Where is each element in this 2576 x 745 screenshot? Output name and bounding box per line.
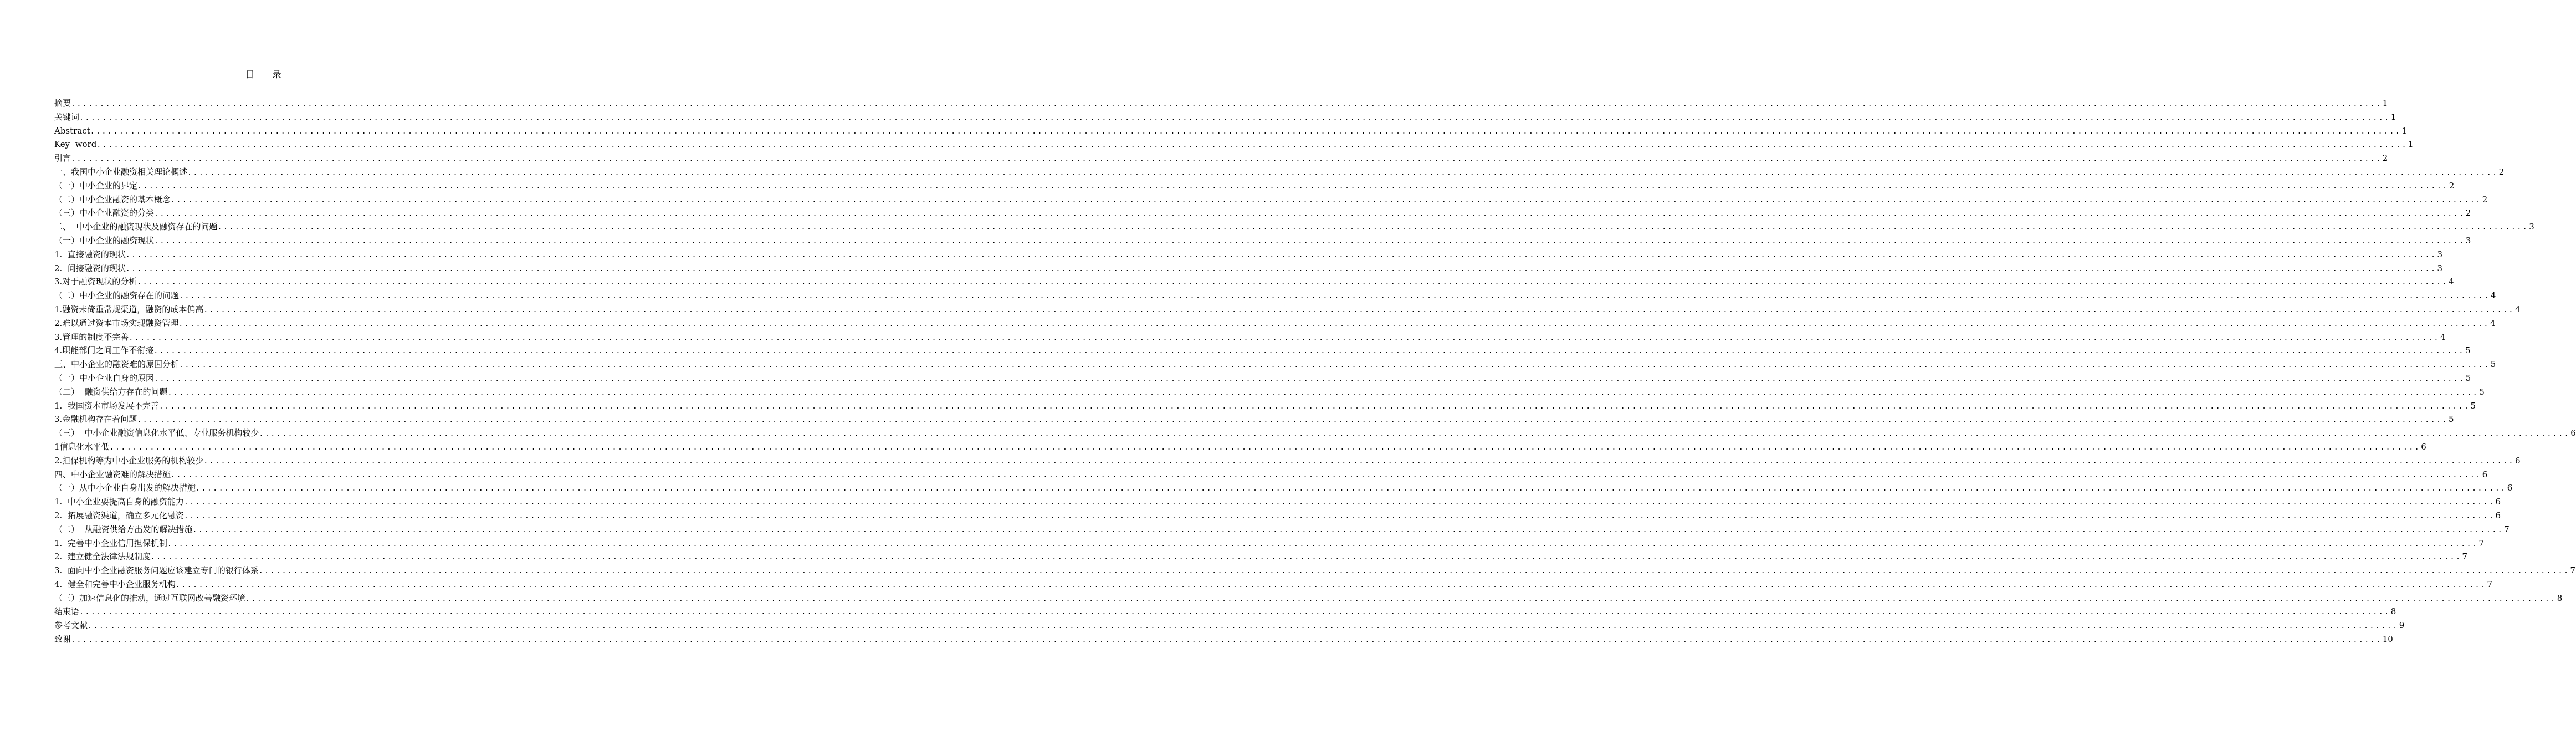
toc-entry-label: 2. 间接融资的现状 (54, 263, 126, 273)
toc-entry (54, 509, 2501, 523)
toc-entry-page: 7 (2487, 579, 2493, 589)
toc-entry-label: 结束语 (54, 606, 80, 617)
toc-entry (54, 537, 2485, 550)
toc-leader-dots: ................................................................................................................................................................................................................................................................................................................................................................................................................ (183, 498, 2495, 507)
toc-leader-dots: ................................................................................................................................................................................................................................................................................................................................................................................................................ (259, 430, 2570, 438)
toc-entry-page: 2 (2498, 166, 2505, 177)
toc-entry (54, 550, 2468, 564)
toc-leader-dots: ................................................................................................................................................................................................................................................................................................................................................................................................................ (71, 636, 2382, 645)
toc-entry (54, 124, 2407, 138)
toc-leader-dots: ................................................................................................................................................................................................................................................................................................................................................................................................................ (79, 113, 2390, 122)
toc-leader-dots: ................................................................................................................................................................................................................................................................................................................................................................................................................ (245, 594, 2557, 603)
toc-entry-label: 三、中小企业的融资难的原因分析 (54, 359, 180, 370)
toc-entry-page: 4 (2490, 290, 2496, 301)
toc-entry-page: 2 (2465, 208, 2471, 218)
toc-entry-label: 3.金融机构存在着问题 (54, 414, 137, 425)
toc-entry-page: 5 (2448, 414, 2454, 425)
toc-title: 目 录 (245, 69, 289, 80)
toc-leader-dots: ................................................................................................................................................................................................................................................................................................................................................................................................................ (154, 210, 2465, 218)
toc-entry-page: 9 (2399, 620, 2405, 631)
toc-entry (54, 289, 2496, 303)
toc-entry (54, 234, 2471, 248)
toc-leader-dots: ................................................................................................................................................................................................................................................................................................................................................................................................................ (203, 305, 2514, 314)
table-of-contents (54, 96, 2576, 646)
toc-entry-page: 4 (2448, 277, 2454, 287)
toc-entry-label: （一）中小企业自身的原因 (54, 372, 155, 383)
toc-entry-page: 6 (2482, 469, 2488, 479)
toc-leader-dots: ................................................................................................................................................................................................................................................................................................................................................................................................................ (125, 251, 2437, 259)
toc-entry-label: （三）加速信息化的推动，通过互联网改善融资环境 (54, 593, 246, 603)
toc-entry-page: 6 (2495, 510, 2501, 521)
toc-entry-label: 3.对于融资现状的分析 (54, 277, 137, 287)
toc-entry-page: 6 (2421, 441, 2426, 452)
toc-leader-dots: ................................................................................................................................................................................................................................................................................................................................................................................................................ (167, 539, 2478, 548)
toc-entry-label: 参考文献 (54, 620, 88, 631)
toc-entry-page: 1 (2382, 98, 2388, 108)
toc-entry-page: 5 (2470, 400, 2476, 411)
toc-leader-dots: ................................................................................................................................................................................................................................................................................................................................................................................................................ (178, 319, 2490, 328)
toc-entry-label: （一）从中小企业自身出发的解决措施 (54, 483, 196, 493)
toc-entry-label: （二） 从融资供给方出发的解决措施 (54, 524, 193, 534)
toc-entry-page: 5 (2490, 359, 2496, 370)
toc-entry-label: Abstract (54, 125, 90, 136)
toc-entry-page: 5 (2465, 345, 2471, 356)
toc-entry (54, 344, 2471, 358)
toc-leader-dots: ................................................................................................................................................................................................................................................................................................................................................................................................................ (183, 512, 2495, 521)
toc-entry (54, 248, 2443, 262)
toc-entry (54, 454, 2521, 468)
toc-entry (54, 96, 2388, 110)
toc-entry-label: 2. 拓展融资渠道，确立多元化融资 (54, 510, 184, 521)
toc-entry (54, 468, 2488, 482)
toc-entry-page: 6 (2495, 497, 2501, 507)
toc-entry-label: 4. 健全和完善中小企业服务机构 (54, 579, 176, 589)
toc-leader-dots: ................................................................................................................................................................................................................................................................................................................................................................................................................ (137, 278, 2448, 287)
toc-entry-label: （一）中小企业的界定 (54, 180, 138, 191)
toc-entry (54, 426, 2576, 440)
toc-entry-label: 关键词 (54, 111, 80, 122)
toc-entry (54, 412, 2454, 426)
toc-entry-label: 1.融资未倚重常规渠道，融资的成本偏高 (54, 304, 204, 314)
toc-entry-page: 3 (2437, 263, 2443, 273)
toc-entry-label: （三） 中小企业融资信息化水平低、专业服务机构较少 (54, 428, 259, 438)
toc-entry-page: 4 (2515, 304, 2521, 314)
toc-entry-page: 3 (2465, 235, 2471, 246)
toc-leader-dots: ................................................................................................................................................................................................................................................................................................................................................................................................................ (90, 127, 2401, 136)
toc-entry-label: （二）中小企业的融资存在的问题 (54, 290, 180, 301)
toc-entry-page: 1 (2408, 139, 2414, 150)
toc-entry-label: 2.担保机构等为中小企业服务的机构较少 (54, 455, 204, 466)
toc-entry-page: 2 (2449, 180, 2455, 191)
toc-leader-dots: ................................................................................................................................................................................................................................................................................................................................................................................................................ (88, 622, 2399, 631)
toc-entry (54, 440, 2426, 454)
toc-entry (54, 564, 2576, 578)
toc-entry (54, 193, 2488, 207)
toc-entry (54, 371, 2471, 385)
toc-entry-label: （三）中小企业融资的分类 (54, 208, 155, 218)
toc-leader-dots: ................................................................................................................................................................................................................................................................................................................................................................................................................ (154, 237, 2465, 246)
toc-leader-dots: ................................................................................................................................................................................................................................................................................................................................................................................................................ (171, 196, 2482, 205)
toc-entry (54, 330, 2446, 344)
toc-leader-dots: ................................................................................................................................................................................................................................................................................................................................................................................................................ (137, 182, 2449, 191)
toc-entry (54, 137, 2414, 151)
toc-entry (54, 495, 2501, 509)
toc-entry (54, 605, 2396, 619)
toc-leader-dots: ................................................................................................................................................................................................................................................................................................................................................................................................................ (196, 484, 2507, 493)
toc-entry-page: 2 (2482, 194, 2488, 205)
toc-leader-dots: ................................................................................................................................................................................................................................................................................................................................................................................................................ (217, 223, 2529, 232)
toc-entry-label: 2. 建立健全法律法规制度 (54, 552, 151, 562)
toc-entry (54, 358, 2496, 371)
toc-leader-dots: ................................................................................................................................................................................................................................................................................................................................................................................................................ (109, 443, 2421, 452)
toc-entry (54, 619, 2405, 632)
toc-entry (54, 165, 2505, 179)
toc-entry-page: 7 (2478, 538, 2485, 548)
toc-entry (54, 578, 2493, 591)
toc-entry (54, 385, 2485, 399)
toc-entry-label: 3.管理的制度不完善 (54, 331, 129, 342)
toc-entry-label: 1. 完善中小企业信用担保机制 (54, 538, 167, 548)
toc-leader-dots: ................................................................................................................................................................................................................................................................................................................................................................................................................ (154, 374, 2465, 383)
toc-entry-label: （二） 融资供给方存在的问题 (54, 386, 168, 397)
toc-entry-page: 8 (2390, 606, 2396, 617)
toc-entry-page: 6 (2507, 483, 2513, 493)
toc-entry-page: 10 (2382, 634, 2393, 645)
toc-leader-dots: ................................................................................................................................................................................................................................................................................................................................................................................................................ (150, 553, 2462, 562)
toc-entry (54, 110, 2396, 124)
toc-leader-dots: ................................................................................................................................................................................................................................................................................................................................................................................................................ (129, 333, 2440, 342)
toc-entry-label: 1. 中小企业要提高自身的融资能力 (54, 497, 184, 507)
toc-entry (54, 481, 2513, 495)
toc-entry-page: 3 (2437, 249, 2443, 259)
toc-entry-page: 2 (2382, 153, 2388, 164)
toc-entry (54, 206, 2471, 220)
toc-leader-dots: ................................................................................................................................................................................................................................................................................................................................................................................................................ (153, 347, 2465, 356)
toc-entry-label: 1. 直接融资的现状 (54, 249, 126, 259)
toc-entry (54, 303, 2521, 317)
toc-entry-label: 二、 中小企业的融资现状及融资存在的问题 (54, 222, 218, 232)
toc-entry-page: 6 (2515, 455, 2521, 466)
toc-leader-dots: ................................................................................................................................................................................................................................................................................................................................................................................................................ (179, 361, 2490, 370)
toc-entry (54, 317, 2496, 330)
toc-entry-page: 7 (2504, 524, 2510, 534)
toc-entry-label: （二）中小企业融资的基本概念 (54, 194, 171, 205)
toc-entry-label: 1信息化水平低 (54, 441, 110, 452)
toc-entry-page: 5 (2479, 386, 2485, 397)
toc-leader-dots: ................................................................................................................................................................................................................................................................................................................................................................................................................ (96, 141, 2408, 150)
toc-leader-dots: ................................................................................................................................................................................................................................................................................................................................................................................................................ (137, 416, 2448, 425)
toc-entry-page: 7 (2462, 552, 2468, 562)
toc-entry-page: 3 (2529, 222, 2534, 232)
toc-entry-label: Key word (54, 139, 97, 150)
toc-entry (54, 262, 2443, 275)
toc-leader-dots: ................................................................................................................................................................................................................................................................................................................................................................................................................ (71, 155, 2382, 164)
toc-entry-page: 7 (2570, 565, 2576, 576)
toc-leader-dots: ................................................................................................................................................................................................................................................................................................................................................................................................................ (187, 168, 2498, 177)
toc-entry (54, 399, 2476, 413)
toc-entry-label: 1. 我国资本市场发展不完善 (54, 400, 159, 411)
toc-leader-dots: ................................................................................................................................................................................................................................................................................................................................................................................................................ (158, 402, 2470, 411)
toc-entry (54, 632, 2393, 646)
toc-leader-dots: ................................................................................................................................................................................................................................................................................................................................................................................................................ (179, 292, 2490, 301)
toc-leader-dots: ................................................................................................................................................................................................................................................................................................................................................................................................................ (79, 608, 2390, 617)
toc-entry-page: 1 (2401, 125, 2407, 136)
toc-entry-label: 四、中小企业融资难的解决措施 (54, 469, 171, 479)
toc-entry-page: 5 (2465, 372, 2471, 383)
toc-entry-page: 4 (2440, 331, 2446, 342)
toc-leader-dots: ................................................................................................................................................................................................................................................................................................................................................................................................................ (203, 457, 2514, 466)
toc-entry-page: 8 (2557, 593, 2563, 603)
toc-entry-label: 引言 (54, 153, 71, 164)
toc-entry-label: 3. 面向中小企业融资服务问题应该建立专门的银行体系 (54, 565, 259, 576)
toc-entry (54, 179, 2455, 193)
toc-leader-dots: ................................................................................................................................................................................................................................................................................................................................................................................................................ (125, 264, 2437, 273)
toc-leader-dots: ................................................................................................................................................................................................................................................................................................................................................................................................................ (167, 388, 2479, 397)
toc-entry-label: 4.职能部门之间工作不衔接 (54, 345, 154, 356)
toc-leader-dots: ................................................................................................................................................................................................................................................................................................................................................................................................................ (175, 580, 2487, 589)
toc-leader-dots: ................................................................................................................................................................................................................................................................................................................................................................................................................ (192, 525, 2504, 534)
toc-entry (54, 591, 2563, 605)
toc-entry-page: 6 (2570, 428, 2576, 438)
toc-leader-dots: ................................................................................................................................................................................................................................................................................................................................................................................................................ (71, 100, 2382, 108)
toc-entry-page: 1 (2390, 111, 2396, 122)
toc-entry (54, 523, 2510, 537)
toc-entry-label: 摘要 (54, 98, 71, 108)
toc-entry-label: 一、我国中小企业融资相关理论概述 (54, 166, 188, 177)
toc-leader-dots: ................................................................................................................................................................................................................................................................................................................................................................................................................ (258, 567, 2570, 576)
toc-entry-label: （一）中小企业的融资现状 (54, 235, 155, 246)
toc-entry (54, 220, 2534, 234)
toc-leader-dots: ................................................................................................................................................................................................................................................................................................................................................................................................................ (171, 471, 2482, 479)
toc-entry-label: 致谢 (54, 634, 71, 645)
toc-entry-page: 4 (2490, 318, 2496, 328)
toc-entry (54, 151, 2388, 165)
toc-entry (54, 275, 2454, 289)
toc-entry-label: 2.难以通过资本市场实现融资管理 (54, 318, 179, 328)
